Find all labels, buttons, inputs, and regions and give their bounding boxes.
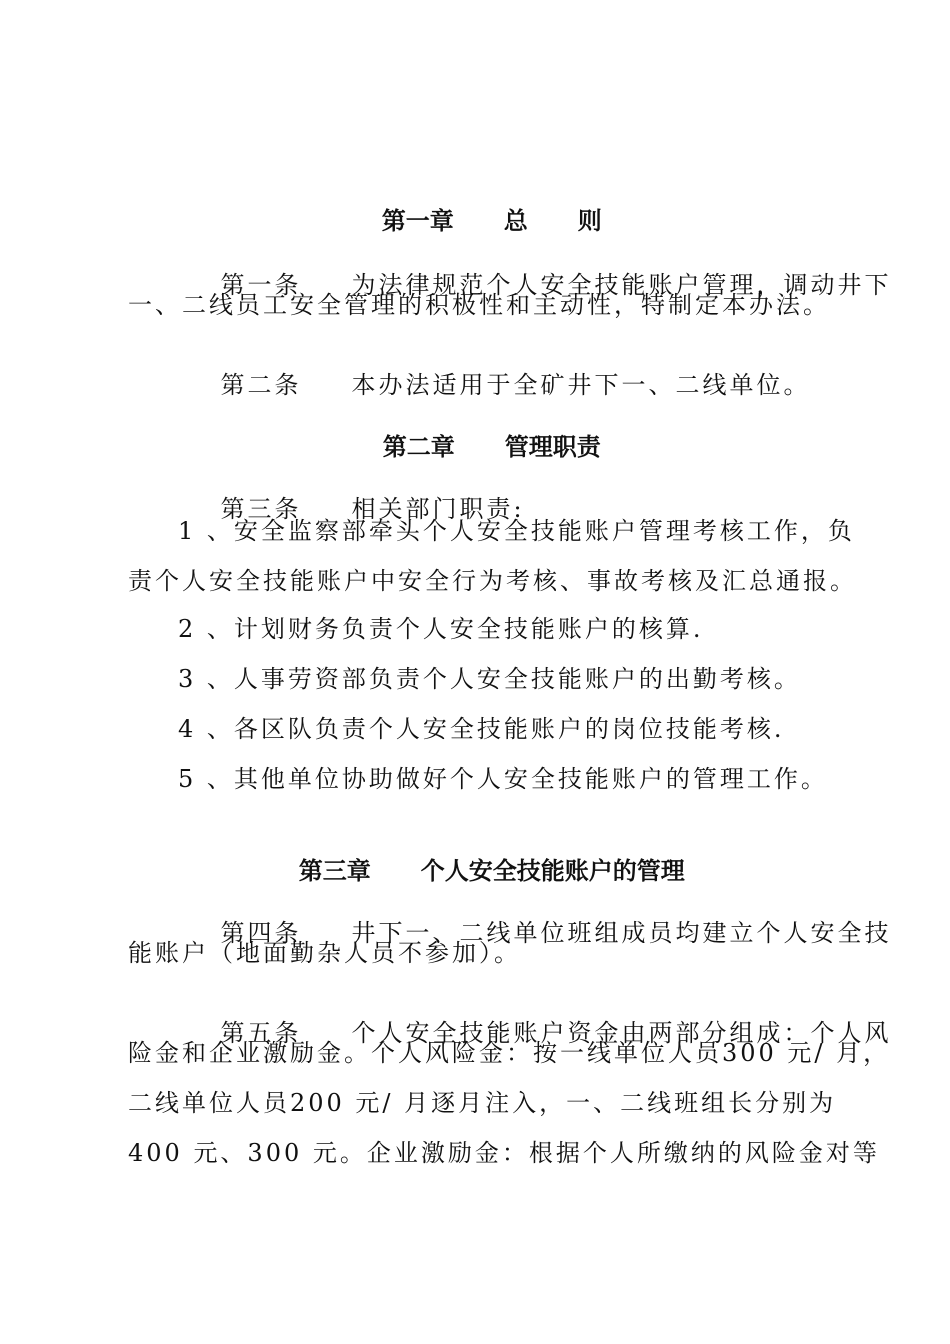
article-3-item-4: 4 、各区队负责个人安全技能账户的岗位技能考核.	[178, 715, 785, 743]
article-2-label: 第二条	[220, 371, 302, 399]
article-1-label: 第一条	[220, 271, 302, 299]
chapter-3-label: 第三章	[298, 857, 371, 885]
article-4-text-1: 井下一、二线单位班组成员均建立个人安全技	[351, 919, 892, 947]
chapter-1-title-b: 则	[577, 207, 602, 235]
article-3-item-1: 1 、安全监察部牵头个人安全技能账户管理考核工作，负	[178, 517, 855, 545]
article-5-line-3: 二线单位人员200 元/ 月逐月注入，一、二线班组长分别为	[128, 1089, 837, 1117]
article-5-text-1: 个人安全技能账户资金由两部分组成：个人风	[351, 1019, 892, 1047]
article-5-label: 第五条	[220, 1019, 302, 1047]
chapter-3-title: 个人安全技能账户的管理	[420, 857, 685, 885]
article-2-text-1: 本办法适用于全矿井下一、二线单位。	[351, 371, 811, 399]
article-3-label: 第三条	[220, 495, 302, 523]
article-3-item-2: 2 、计划财务负责个人安全技能账户的核算.	[178, 615, 704, 643]
article-5-line-2: 险金和企业激励金。个人风险金：按一线单位人员300 元/ 月，	[128, 1039, 891, 1067]
article-3-item-3: 3 、人事劳资部负责个人安全技能账户的出勤考核。	[178, 665, 801, 693]
chapter-1-label: 第一章	[381, 207, 454, 235]
article-3-item-1-cont: 责个人安全技能账户中安全行为考核、事故考核及汇总通报。	[128, 567, 857, 595]
article-4-label: 第四条	[220, 919, 302, 947]
article-4-line-2: 能账户（地面勤杂人员不参加）。	[128, 939, 521, 967]
article-3-item-5: 5 、其他单位协助做好个人安全技能账户的管理工作。	[178, 765, 828, 793]
chapter-2-title: 管理职责	[504, 433, 601, 461]
article-3-text-1: 相关部门职责:	[351, 495, 525, 523]
chapter-2-label: 第二章	[382, 433, 455, 461]
article-1-line-2: 一、二线员工安全管理的积极性和主动性，特制定本办法。	[128, 291, 830, 319]
chapter-1-title-a: 总	[503, 207, 528, 235]
article-5-line-4: 400 元、300 元。企业激励金：根据个人所缴纳的风险金对等	[128, 1139, 880, 1167]
article-1-text-1: 为法律规范个人安全技能账户管理，调动井下	[351, 271, 892, 299]
